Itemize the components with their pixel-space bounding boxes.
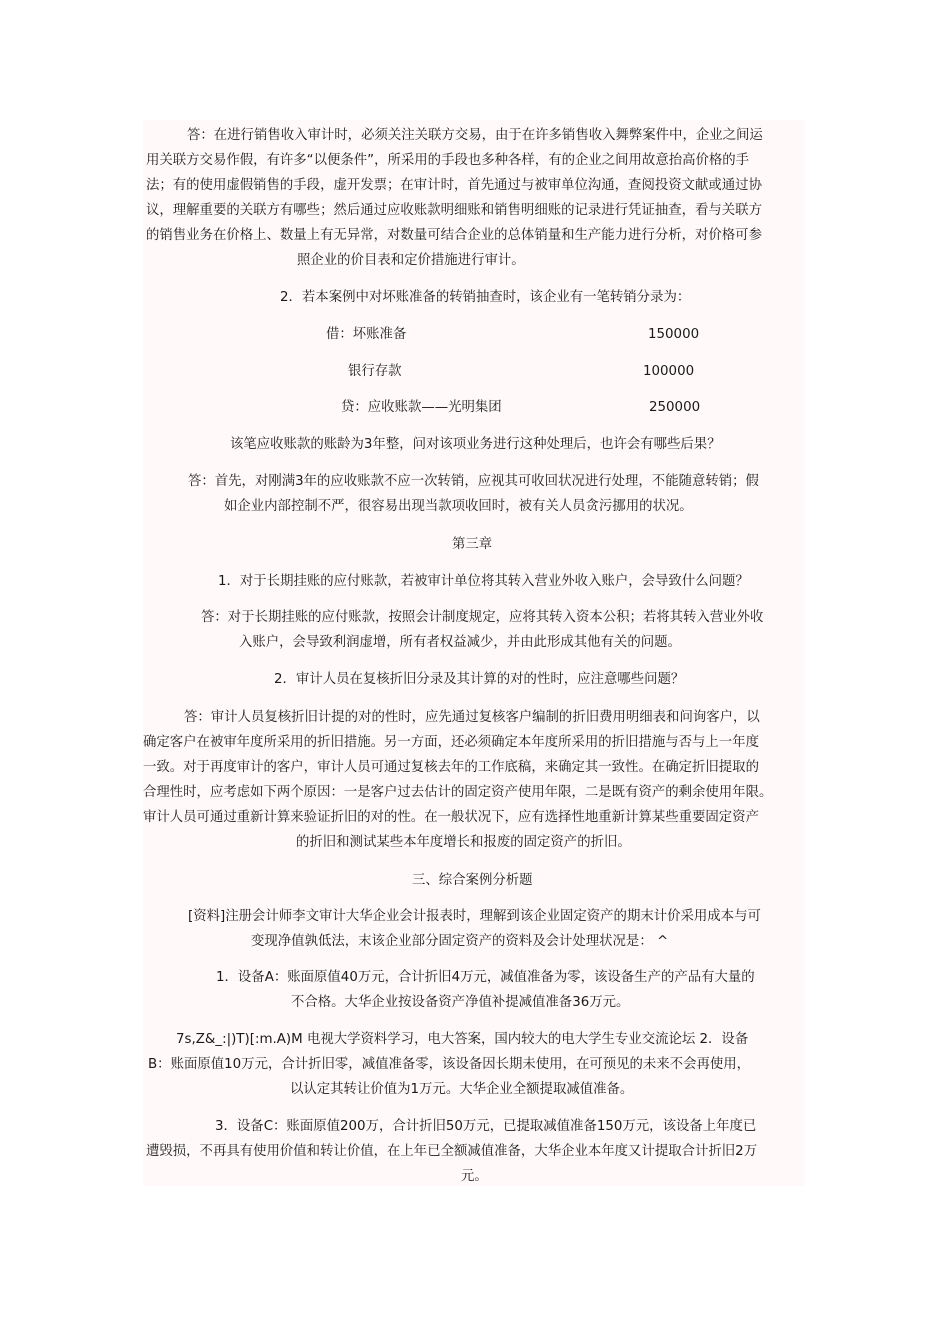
chapter3-answer-2-line: 确定客户在被审年度所采用的折旧措施。另一方面，还必须确定本年度所采用的折旧措施与否与上一年度: [143, 735, 759, 750]
chapter3-answer-2-line: 审计人员可通过重新计算来验证折旧的对的性。在一般状况下，应有选择性地重新计算某些重要固定资产: [143, 810, 759, 825]
answer1-line: 的销售业务在价格上、数量上有无异常，对数量可结合企业的总体销量和生产能力进行分析，对价格可参: [146, 228, 762, 243]
chapter3-answer-2-line: 合理性时，应考虑如下两个原因：一是客户过去估计的固定资产使用年限，二是既有资产的剩余使用年限。: [143, 785, 773, 800]
material-line: 变现净值孰低法，末该企业部分固定资产的资料及会计处理状况是： ^: [251, 934, 669, 949]
answer2-line: 答：首先，对刚满3年的应收账款不应一次转销，应视其可收回状况进行处理，不能随意转销；假: [188, 474, 759, 489]
item3-line: 遭毁损，不再具有使用价值和转让价值，在上年已全额减值准备，大华企业本年度又计提取合计折旧2万: [146, 1144, 758, 1159]
answer1-line: 用关联方交易作假，有许多“以便条件”，所采用的手段也多种各样，有的企业之间用故意抬高价格的手: [146, 153, 750, 168]
chapter3-answer-1-line: 入账户，会导致利润虚增，所有者权益减少，并由此形成其他有关的问题。: [239, 635, 681, 650]
item3-line: 3．设备C：账面原值200万，合计折旧50万元，已提取减值准备150万元，该设备上年度已: [215, 1119, 757, 1134]
journal-amount: 250000: [649, 400, 701, 415]
journal-amount: 150000: [648, 327, 700, 342]
question-2-followup: 该笔应收账款的账龄为3年整，问对该项业务进行这种处理后，也许会有哪些后果？: [230, 437, 721, 452]
item3-line: 元。: [461, 1169, 488, 1184]
chapter3-question-1: 1．对于长期挂账的应付账款，若被审计单位将其转入营业外收入账户，会导致什么问题？: [218, 574, 749, 589]
journal-amount: 100000: [643, 364, 695, 379]
chapter-heading: 第三章: [452, 537, 493, 552]
chapter3-answer-1-line: 答：对于长期挂账的应付账款，按照会计制度规定，应将其转入资本公积；若将其转入营业外收: [201, 610, 764, 625]
item2-line: B：账面原值10万元，合计折旧零，减值准备零，该设备因长期未使用，在可预见的未来不会再使用，: [148, 1057, 751, 1072]
chapter3-question-2: 2．审计人员在复核折旧分录及其计算的对的性时，应注意哪些问题？: [274, 672, 685, 687]
chapter3-answer-2-line: 答：审计人员复核折旧计提的对的性时，应先通过复核客户编制的折旧费用明细表和问询客户，以: [184, 710, 760, 725]
answer1-line: 法；有的使用虚假销售的手段，虚开发票；在审计时，首先通过与被审单位沟通，查阅投资文献或通过协: [146, 178, 762, 193]
journal-account: 贷：应收账款——光明集团: [341, 400, 502, 415]
question-2: 2．若本案例中对坏账准备的转销抽查时，该企业有一笔转销分录为：: [280, 290, 691, 305]
chapter3-answer-2-line: 一致。对于再度审计的客户，审计人员可通过复核去年的工作底稿，来确定其一致性。在确定折旧提取的: [143, 760, 759, 775]
answer1-line: 答：在进行销售收入审计时，必须关注关联方交易，由于在许多销售收入舞弊案件中，企业之间运: [187, 128, 763, 143]
item1-line: 不合格。大华企业按设备资产净值补提减值准备36万元。: [291, 995, 630, 1010]
chapter3-answer-2-line: 的折旧和测试某些本年度增长和报废的固定资产的折旧。: [296, 835, 631, 850]
material-line: [资料]注册会计师李文审计大华企业会计报表时，理解到该企业固定资产的期末计价采用成本与可: [188, 909, 761, 924]
item2-line: 以认定其转让价值为1万元。大华企业全额提取减值准备。: [290, 1082, 634, 1097]
answer1-line: 议，理解重要的关联方有哪些；然后通过应收账款明细账和销售明细账的记录进行凭证抽查，看与关联方: [146, 203, 762, 218]
journal-account: 银行存款: [348, 364, 402, 379]
journal-account: 借：坏账准备: [326, 327, 407, 342]
item1-line: 1．设备A：账面原值40万元，合计折旧4万元，减值准备为零，该设备生产的产品有大量的: [216, 970, 755, 985]
answer1-line: 照企业的价目表和定价措施进行审计。: [297, 253, 525, 268]
answer2-line: 如企业内部控制不严，很容易出现当款项收回时，被有关人员贪污挪用的状况。: [224, 499, 693, 514]
item2-line: 7s,Z&_:|)T)[:m.A)M 电视大学资料学习，电大答案，国内较大的电大学生专业交流论坛 2．设备: [176, 1032, 749, 1047]
section-heading: 三、综合案例分析题: [412, 873, 533, 888]
